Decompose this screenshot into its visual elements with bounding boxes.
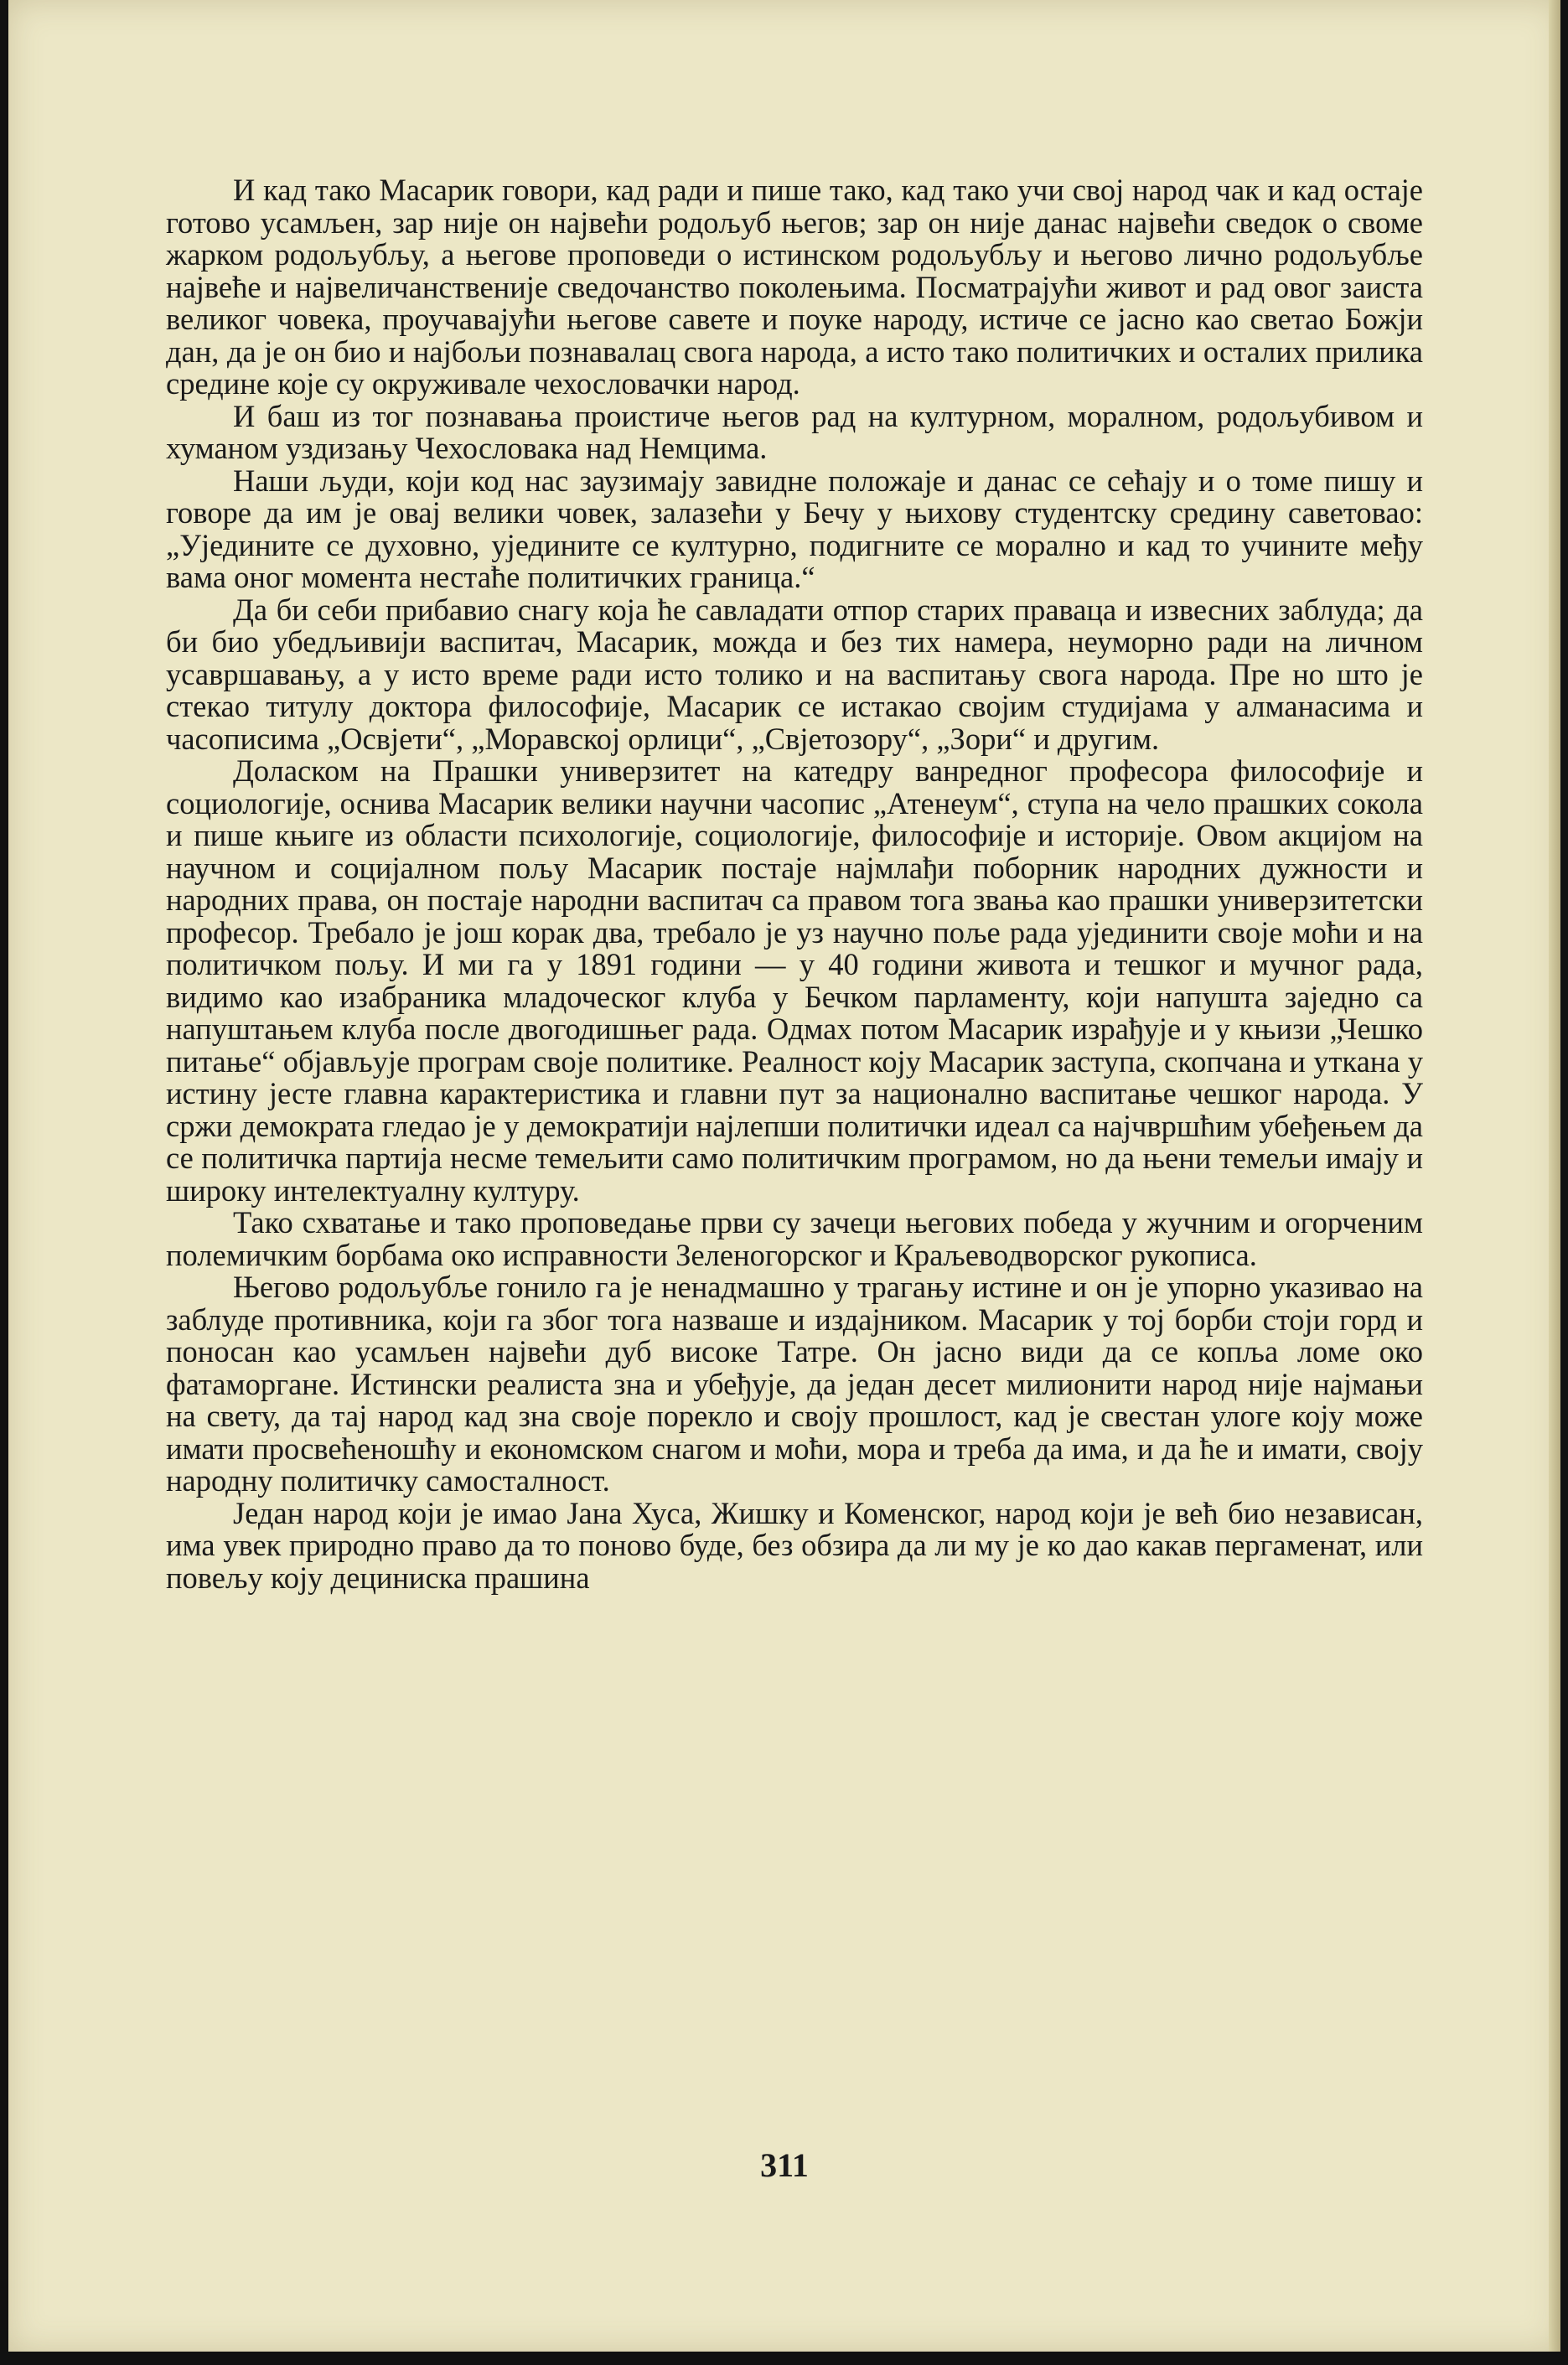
body-text: [166, 174, 1423, 1594]
paragraph: И кад тако Масарик говори, кад ради и пише тако, кад тако учи свој народ чак и кад остаје готово усамљен, зар није он највећи родољуб његов; зар он није данас највећи сведок о своме жарком родољубљу, а његове проповеди о истинском родољубљу и његово лично родољубље највеће и највеличанственије сведочанство поколењима. Посматрајући живот и рад овог заиста великог човека, проучавајући његове савете и поуке народу, истиче се јасно као светао Божји дан, да је он био и најбољи познавалац свога народа, а исто тако политичких и осталих прилика средине које су окруживале чехословачки народ.: [166, 173, 1423, 401]
paragraph: Један народ који је имао Јана Хуса, Жишку и Коменског, народ који је већ био независан, има увек природно право да то поново буде, без обзира да ли му је ко дао какав пергаменат, или повељу коју дециниска прашина: [166, 1495, 1423, 1595]
paragraph: Тако схватање и тако проповедање први су зачеци његових победа у жучним и огорченим полемичким борбама око исправности Зеленогорског и Краљеводворског рукописа.: [166, 1205, 1423, 1272]
book-page: [8, 0, 1560, 2352]
page-number: 311: [760, 2146, 809, 2184]
page-edge: [1549, 0, 1560, 2352]
paragraph: И баш из тог познавања проистиче његов рад на културном, моралном, родољубивом и хуманом уздизању Чехословака над Немцима.: [166, 398, 1423, 465]
paragraph: Да би себи прибавио снагу која ће савладати отпор старих праваца и извесних заблуда; да би био убедљивији васпитач, Масарик, можда и без тих намера, неуморно ради на личном усавршавању, а у исто време ради исто толико и на васпитању свога народа. Пре но што је стекао титулу доктора философије, Масарик се истакао својим студијама у алманасима и часописима „Освјети“, „Моравској орлици“, „Свјетозору“, „Зори“ и другим.: [166, 592, 1423, 756]
paragraph: Његово родољубље гонило га је ненадмашно у трагању истине и он је упорно указивао на заблуде противника, који га због тога назваше и издајником. Масарик у тој борби стоји горд и поносан као усамљен највећи дуб високе Татре. Он јасно види да се копља ломе око фатаморгане. Истински реалиста зна и убеђује, да један десет милионити народ није најмањи на свету, да тај народ кад зна своје порекло и своју прошлост, кад је свестан улоге коју може имати просвећеношћу и економском снагом и моћи, мора и треба да има, и да ће и имати, своју народну политичку самосталност.: [166, 1270, 1423, 1498]
paragraph: Наши људи, који код нас заузимају завидне положаје и данас се сећају и о томе пишу и говоре да им је овај велики човек, залазећи у Бечу у њихову студентску средину саветовао: „Уједините се духовно, уједините се културно, подигните се морално и кад то учините међу вама оног момента нестаће политичких граница.“: [166, 463, 1423, 594]
paragraph: Доласком на Прашки универзитет на катедру ванредног професора философије и социологије, оснива Масарик велики научни часопис „Атенеум“, ступа на чело прашких сокола и пише књиге из области психологије, социологије, философије и историје. Овом акцијом на научном и социјалном пољу Масарик постаје најмлађи поборник народних дужности и народних права, он постаје народни васпитач са правом тога звања као прашки универзитетски професор. Требало је још корак два, требало је уз научно поље рада ујединити своје моћи и на политичком пољу. И ми га у 1891 години — у 40 години живота и тешког и мучног рада, видимо као изабраника младоческог клуба у Бечком парламенту, који напушта заједно са напуштањем клуба после двогодишњег рада. Одмах потом Масарик израђује и у књизи „Чешко питање“ објављује програм своје политике. Реалност коју Масарик заступа, скопчана и уткана у истину јесте главна карактеристика и главни пут за национално васпитање чешког народа. У сржи демократа гледао је у демократији најлепши политички идеал са најчвршћим убеђењем да се политичка партија несме темељити само политичким програмом, но да њени темељи имају и широку интелектуалну културу.: [166, 753, 1423, 1208]
